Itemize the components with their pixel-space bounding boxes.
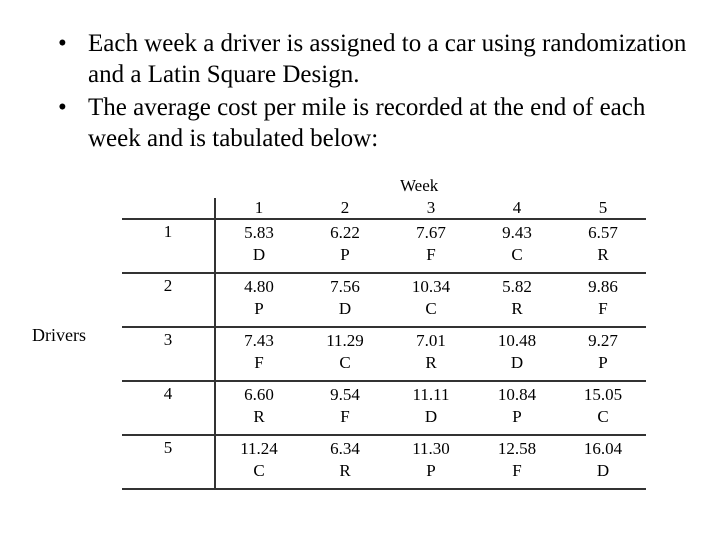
car-letter: P — [340, 245, 350, 264]
week-column-header: 3 — [388, 198, 474, 219]
cost-value: 9.54 — [330, 385, 360, 404]
table-cell — [474, 327, 560, 381]
table-cell — [560, 435, 646, 489]
table-cell — [388, 273, 474, 327]
car-letter: P — [254, 299, 264, 318]
cost-value: 5.82 — [502, 277, 532, 296]
table-row — [122, 273, 646, 327]
table-cell — [215, 435, 302, 489]
bullet-item-1 — [58, 28, 698, 90]
cost-value: 11.11 — [412, 385, 450, 404]
bullet-marker: • — [58, 30, 67, 57]
table-cell — [302, 219, 388, 273]
drivers-label: Drivers — [32, 325, 86, 345]
bullet-text: Each week a driver is assigned to a car using randomization and a Latin Square Design. — [88, 30, 687, 88]
cost-value: 6.57 — [588, 223, 618, 242]
column-header-row — [122, 198, 646, 219]
car-letter: C — [511, 245, 523, 264]
car-letter: F — [340, 407, 350, 426]
car-letter: F — [512, 461, 522, 480]
table-cell — [302, 327, 388, 381]
driver-row-label: 1 — [122, 219, 215, 273]
cost-value: 11.24 — [240, 439, 278, 458]
car-letter: P — [598, 353, 608, 372]
car-letter: F — [426, 245, 436, 264]
cost-value: 4.80 — [244, 277, 274, 296]
table-cell — [215, 219, 302, 273]
cost-value: 6.34 — [330, 439, 360, 458]
bullet-text: The average cost per mile is recorded at the end of each week and is tabulated below: — [88, 94, 646, 152]
latin-square-table — [122, 198, 646, 490]
table-cell — [388, 435, 474, 489]
car-letter: D — [596, 461, 610, 480]
table-cell — [215, 273, 302, 327]
cost-value: 11.30 — [412, 439, 450, 458]
table-row — [122, 435, 646, 489]
table-cell — [560, 273, 646, 327]
cost-value: 9.86 — [588, 277, 618, 296]
cost-value: 6.22 — [330, 223, 360, 242]
week-column-header: 1 — [215, 198, 302, 219]
table-cell — [474, 273, 560, 327]
cost-value: 7.67 — [416, 223, 446, 242]
cost-value: 7.01 — [416, 331, 446, 350]
car-letter: P — [426, 461, 436, 480]
driver-row-label: 5 — [122, 435, 215, 489]
table-cell — [560, 327, 646, 381]
table-cell — [302, 435, 388, 489]
cost-value: 7.43 — [244, 331, 274, 350]
car-letter: F — [598, 299, 608, 318]
car-letter: D — [338, 299, 352, 318]
cost-value: 15.05 — [583, 385, 623, 404]
car-letter: D — [424, 407, 438, 426]
cost-value: 10.84 — [497, 385, 537, 404]
table-cell — [302, 381, 388, 435]
car-letter: R — [425, 353, 437, 372]
car-letter: P — [512, 407, 522, 426]
table-cell — [388, 219, 474, 273]
table-cell — [474, 219, 560, 273]
table-row — [122, 327, 646, 381]
table-cell — [215, 381, 302, 435]
cost-value: 10.48 — [497, 331, 537, 350]
cost-value: 9.27 — [588, 331, 618, 350]
table-cell — [215, 327, 302, 381]
car-letter: C — [339, 353, 351, 372]
cost-value: 5.83 — [244, 223, 274, 242]
bullet-item-2 — [58, 92, 698, 154]
car-letter: R — [597, 245, 609, 264]
cost-value: 10.34 — [411, 277, 451, 296]
week-column-header: 2 — [302, 198, 388, 219]
cost-value: 6.60 — [244, 385, 274, 404]
table-cell — [474, 381, 560, 435]
bullet-marker: • — [58, 94, 67, 121]
bullet-list — [58, 28, 698, 156]
car-letter: D — [510, 353, 524, 372]
table-row — [122, 381, 646, 435]
week-header: Week — [400, 176, 439, 195]
driver-row-label: 4 — [122, 381, 215, 435]
car-letter: R — [339, 461, 351, 480]
table-cell — [388, 327, 474, 381]
car-letter: D — [252, 245, 266, 264]
car-letter: R — [253, 407, 265, 426]
cost-value: 16.04 — [583, 439, 623, 458]
cost-value: 12.58 — [497, 439, 537, 458]
driver-row-label: 2 — [122, 273, 215, 327]
table-corner — [122, 198, 215, 219]
table-cell — [388, 381, 474, 435]
week-column-header: 4 — [474, 198, 560, 219]
car-letter: R — [511, 299, 523, 318]
car-letter: C — [597, 407, 609, 426]
table-cell — [474, 435, 560, 489]
cost-value: 9.43 — [502, 223, 532, 242]
week-column-header: 5 — [560, 198, 646, 219]
table-cell — [302, 273, 388, 327]
car-letter: F — [254, 353, 264, 372]
driver-row-label: 3 — [122, 327, 215, 381]
car-letter: C — [253, 461, 265, 480]
cost-value: 7.56 — [330, 277, 360, 296]
table-row — [122, 219, 646, 273]
car-letter: C — [425, 299, 437, 318]
cost-value: 11.29 — [326, 331, 364, 350]
table-cell — [560, 219, 646, 273]
table-cell — [560, 381, 646, 435]
